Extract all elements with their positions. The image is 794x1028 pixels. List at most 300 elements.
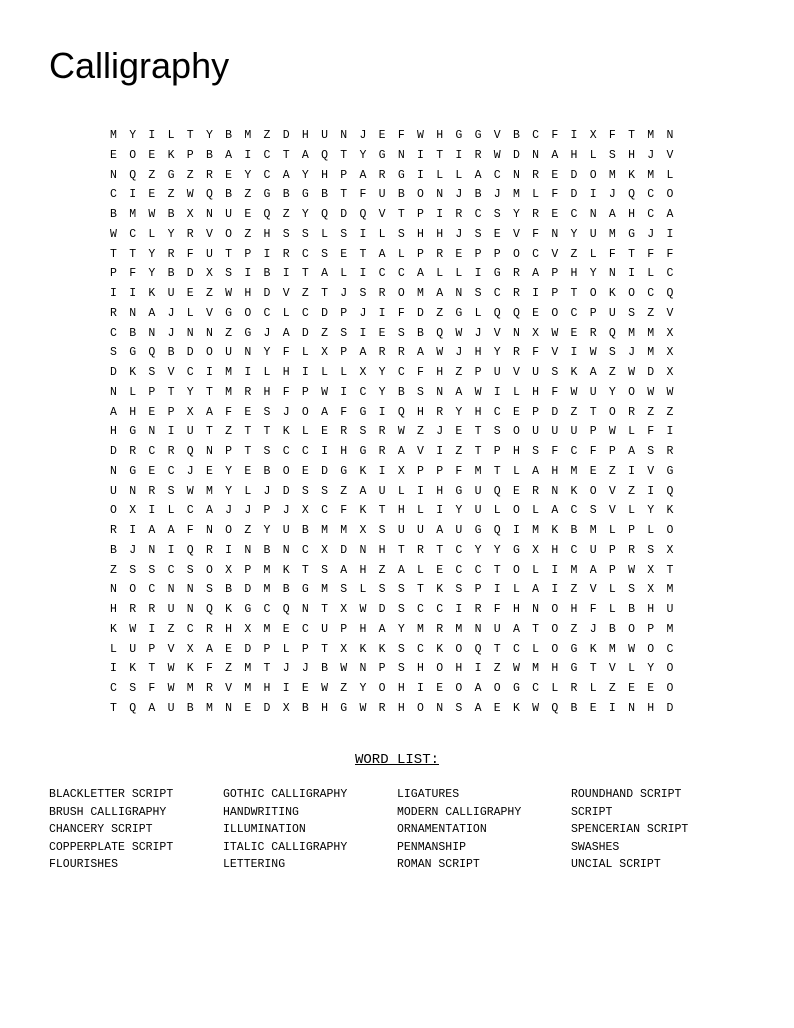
grid-letter: I xyxy=(167,425,175,439)
grid-letter: B xyxy=(225,188,233,202)
grid-letter: B xyxy=(167,208,175,221)
grid-letter: L xyxy=(282,306,290,320)
grid-letter: U xyxy=(167,287,175,300)
grid-letter: X xyxy=(129,504,137,518)
grid-letter: O xyxy=(628,287,635,300)
grid-letter: M xyxy=(263,583,271,597)
grid-letter: H xyxy=(244,287,252,300)
grid-letter: T xyxy=(474,445,482,458)
grid-letter: F xyxy=(532,227,540,241)
grid-letter: L xyxy=(589,682,597,695)
grid-letter: A xyxy=(436,524,444,537)
grid-letter: C xyxy=(110,188,117,202)
grid-letter: A xyxy=(359,168,367,182)
grid-letter: L xyxy=(263,366,271,379)
grid-letter: Q xyxy=(493,306,501,320)
grid-letter: Y xyxy=(455,504,463,518)
grid-letter: B xyxy=(186,701,194,715)
grid-letter: T xyxy=(186,129,194,142)
grid-letter: H xyxy=(647,603,655,616)
grid-letter: U xyxy=(532,425,540,439)
grid-letter: H xyxy=(436,227,444,241)
grid-letter: F xyxy=(647,247,655,261)
grid-letter: O xyxy=(551,642,559,656)
grid-letter: N xyxy=(148,543,156,557)
grid-row xyxy=(110,521,686,541)
grid-letter: H xyxy=(417,662,424,676)
grid-letter: X xyxy=(359,524,367,537)
word-list-item: ORNAMENTATION xyxy=(397,823,487,836)
grid-letter: I xyxy=(436,445,444,458)
grid-letter: K xyxy=(129,662,137,676)
grid-letter: E xyxy=(321,425,328,439)
grid-letter: T xyxy=(129,247,137,261)
grid-letter: L xyxy=(167,129,175,142)
grid-letter: S xyxy=(455,701,463,715)
grid-letter: G xyxy=(301,583,309,597)
grid-letter: H xyxy=(282,366,290,379)
grid-letter: Q xyxy=(205,603,213,616)
grid-letter: L xyxy=(417,563,424,577)
grid-letter: Z xyxy=(570,622,578,636)
grid-letter: S xyxy=(205,583,213,597)
grid-letter: F xyxy=(282,346,290,360)
grid-letter: G xyxy=(301,188,309,202)
grid-letter: A xyxy=(532,464,540,478)
grid-letter: P xyxy=(532,405,540,419)
grid-letter: F xyxy=(282,385,290,399)
grid-letter: G xyxy=(570,662,578,676)
grid-letter: A xyxy=(551,504,559,518)
grid-row xyxy=(110,205,686,225)
grid-letter: N xyxy=(532,148,540,162)
word-list-item: SWASHES xyxy=(571,840,620,854)
grid-row xyxy=(110,383,686,403)
grid-letter: L xyxy=(397,484,405,498)
grid-letter: Z xyxy=(301,287,309,300)
grid-letter: B xyxy=(282,583,290,597)
grid-letter: F xyxy=(647,425,655,439)
grid-letter: N xyxy=(359,543,367,557)
grid-letter: T xyxy=(340,188,348,202)
grid-letter: T xyxy=(110,247,117,261)
grid-letter: O xyxy=(628,622,635,636)
grid-letter: U xyxy=(321,622,328,636)
grid-letter: T xyxy=(397,208,405,221)
grid-letter: O xyxy=(205,346,213,360)
grid-letter: M xyxy=(455,622,463,636)
grid-letter: D xyxy=(110,366,117,379)
grid-letter: A xyxy=(474,682,482,695)
grid-letter: C xyxy=(378,267,386,281)
grid-letter: T xyxy=(282,148,290,162)
grid-letter: C xyxy=(263,603,271,616)
grid-letter: H xyxy=(359,563,367,577)
grid-letter: O xyxy=(589,168,597,182)
grid-letter: D xyxy=(282,129,290,142)
grid-letter: H xyxy=(263,682,271,695)
grid-letter: A xyxy=(532,583,540,597)
grid-letter: N xyxy=(436,701,444,715)
grid-letter: Y xyxy=(493,346,501,360)
grid-row xyxy=(110,482,686,502)
grid-letter: A xyxy=(205,642,213,656)
grid-letter: C xyxy=(570,543,578,557)
grid-letter: E xyxy=(205,464,213,478)
grid-letter: M xyxy=(340,524,348,537)
grid-letter: I xyxy=(244,366,252,379)
grid-letter: R xyxy=(167,445,175,458)
grid-letter: Y xyxy=(186,385,194,399)
grid-letter: V xyxy=(167,642,175,656)
grid-letter: V xyxy=(205,227,213,241)
grid-row xyxy=(110,245,686,265)
grid-letter: A xyxy=(340,563,348,577)
grid-letter: J xyxy=(282,504,290,518)
grid-letter: L xyxy=(436,267,444,281)
grid-letter: Z xyxy=(570,405,578,419)
grid-letter: R xyxy=(205,543,213,557)
grid-letter: F xyxy=(551,188,559,202)
grid-letter: L xyxy=(301,346,309,360)
grid-letter: E xyxy=(148,148,156,162)
grid-letter: C xyxy=(417,603,424,616)
grid-letter: O xyxy=(512,563,520,577)
grid-letter: Y xyxy=(301,168,309,182)
grid-letter: V xyxy=(417,445,424,458)
grid-letter: F xyxy=(493,603,501,616)
grid-letter: P xyxy=(167,405,175,419)
grid-letter: I xyxy=(244,148,252,162)
grid-letter: I xyxy=(455,148,463,162)
grid-letter: F xyxy=(551,445,559,458)
grid-letter: O xyxy=(129,148,137,162)
grid-letter: Z xyxy=(110,563,117,577)
grid-letter: T xyxy=(244,425,252,439)
grid-letter: B xyxy=(570,701,578,715)
grid-letter: O xyxy=(129,583,137,597)
grid-letter: X xyxy=(666,543,674,557)
grid-letter: B xyxy=(110,208,117,221)
grid-letter: A xyxy=(417,346,424,360)
grid-letter: L xyxy=(397,247,405,261)
grid-letter: D xyxy=(666,701,674,715)
grid-letter: S xyxy=(589,504,597,518)
grid-letter: G xyxy=(570,642,578,656)
grid-letter: Q xyxy=(474,642,482,656)
grid-letter: L xyxy=(301,425,309,439)
grid-letter: Z xyxy=(455,366,463,379)
grid-letter: J xyxy=(455,346,463,360)
grid-letter: F xyxy=(225,405,233,419)
grid-letter: J xyxy=(493,188,501,202)
grid-letter: H xyxy=(628,208,635,221)
grid-letter: B xyxy=(263,464,271,478)
grid-letter: B xyxy=(282,188,290,202)
grid-letter: U xyxy=(570,425,578,439)
grid-letter: Y xyxy=(301,208,309,221)
grid-letter: E xyxy=(378,326,386,340)
grid-letter: P xyxy=(608,563,616,577)
grid-letter: S xyxy=(263,405,271,419)
grid-letter: O xyxy=(436,662,444,676)
grid-letter: C xyxy=(474,208,482,221)
grid-letter: U xyxy=(225,208,233,221)
grid-letter: U xyxy=(378,188,386,202)
grid-letter: A xyxy=(474,168,482,182)
grid-letter: U xyxy=(282,524,290,537)
grid-letter: S xyxy=(455,583,463,597)
grid-letter: E xyxy=(148,188,156,202)
grid-letter: W xyxy=(186,188,194,202)
grid-letter: F xyxy=(129,267,137,281)
grid-letter: G xyxy=(666,464,674,478)
grid-letter: U xyxy=(474,504,482,518)
grid-letter: S xyxy=(397,583,405,597)
grid-letter: C xyxy=(129,227,137,241)
grid-letter: K xyxy=(570,366,578,379)
grid-letter: M xyxy=(205,701,213,715)
grid-letter: L xyxy=(608,583,616,597)
grid-letter: C xyxy=(263,306,271,320)
grid-letter: Y xyxy=(589,267,597,281)
grid-letter: Z xyxy=(628,484,635,498)
grid-letter: L xyxy=(282,642,290,656)
grid-letter: E xyxy=(551,168,559,182)
grid-letter: Z xyxy=(225,425,233,439)
grid-letter: R xyxy=(474,603,482,616)
grid-letter: C xyxy=(474,563,482,577)
grid-letter: O xyxy=(512,425,520,439)
grid-letter: T xyxy=(493,563,501,577)
grid-letter: Z xyxy=(666,405,674,419)
grid-letter: Y xyxy=(455,405,463,419)
grid-letter: Z xyxy=(186,168,194,182)
grid-letter: U xyxy=(589,385,597,399)
grid-letter: S xyxy=(378,583,386,597)
grid-row xyxy=(110,620,686,640)
grid-letter: I xyxy=(666,425,674,439)
grid-letter: E xyxy=(493,701,501,715)
grid-letter: N xyxy=(359,662,367,676)
grid-letter: K xyxy=(512,701,520,715)
grid-letter: L xyxy=(647,267,655,281)
grid-letter: N xyxy=(186,603,194,616)
grid-letter: C xyxy=(321,504,328,518)
grid-letter: Q xyxy=(148,346,156,360)
grid-letter: H xyxy=(225,622,233,636)
grid-letter: R xyxy=(340,425,348,439)
grid-letter: S xyxy=(340,326,348,340)
grid-letter: X xyxy=(186,405,194,419)
grid-letter: G xyxy=(167,168,175,182)
grid-letter: J xyxy=(608,188,616,202)
grid-letter: X xyxy=(225,563,233,577)
grid-letter: I xyxy=(167,543,175,557)
grid-letter: Q xyxy=(551,701,559,715)
grid-letter: W xyxy=(666,385,674,399)
grid-letter: J xyxy=(263,484,271,498)
grid-letter: I xyxy=(340,385,348,399)
grid-letter: J xyxy=(589,622,597,636)
grid-row xyxy=(110,541,686,561)
grid-letter: M xyxy=(647,346,655,360)
grid-letter: T xyxy=(148,662,156,676)
grid-letter: W xyxy=(186,484,194,498)
grid-letter: K xyxy=(570,484,578,498)
grid-letter: H xyxy=(436,129,444,142)
grid-letter: M xyxy=(666,583,674,597)
grid-letter: S xyxy=(378,524,386,537)
grid-letter: Y xyxy=(167,227,175,241)
grid-letter: A xyxy=(167,524,175,537)
grid-letter: L xyxy=(244,484,252,498)
grid-letter: I xyxy=(282,267,290,281)
grid-letter: W xyxy=(110,227,117,241)
grid-letter: R xyxy=(129,445,137,458)
grid-letter: I xyxy=(282,682,290,695)
grid-letter: C xyxy=(301,247,309,261)
grid-letter: H xyxy=(551,464,559,478)
grid-letter: R xyxy=(512,346,520,360)
grid-letter: I xyxy=(551,583,559,597)
grid-letter: T xyxy=(321,603,328,616)
grid-letter: V xyxy=(493,326,501,340)
grid-letter: O xyxy=(417,701,424,715)
grid-letter: Y xyxy=(570,227,578,241)
grid-letter: A xyxy=(608,208,616,221)
grid-letter: R xyxy=(628,543,635,557)
grid-letter: A xyxy=(417,267,424,281)
grid-letter: Y xyxy=(359,148,367,162)
grid-letter: L xyxy=(129,385,137,399)
grid-letter: Y xyxy=(378,366,386,379)
grid-letter: K xyxy=(551,524,559,537)
grid-letter: C xyxy=(570,504,578,518)
grid-letter: S xyxy=(148,366,156,379)
grid-row xyxy=(110,284,686,304)
grid-letter: Y xyxy=(397,622,405,636)
grid-letter: K xyxy=(167,148,175,162)
grid-letter: Y xyxy=(148,267,156,281)
grid-letter: B xyxy=(263,267,271,281)
grid-letter: L xyxy=(532,188,540,202)
grid-letter: R xyxy=(512,267,520,281)
grid-letter: O xyxy=(225,227,233,241)
grid-letter: R xyxy=(244,385,252,399)
grid-letter: G xyxy=(263,188,271,202)
grid-letter: B xyxy=(301,524,309,537)
grid-letter: S xyxy=(532,445,540,458)
grid-letter: N xyxy=(666,129,674,142)
grid-letter: C xyxy=(186,622,194,636)
grid-letter: R xyxy=(205,682,213,695)
grid-letter: Z xyxy=(263,129,271,142)
grid-letter: V xyxy=(608,484,616,498)
grid-letter: P xyxy=(551,287,559,300)
grid-letter: S xyxy=(647,543,655,557)
grid-letter: D xyxy=(186,346,194,360)
grid-letter: P xyxy=(474,247,482,261)
grid-letter: T xyxy=(340,148,348,162)
grid-letter: G xyxy=(474,524,482,537)
grid-letter: O xyxy=(417,188,424,202)
grid-row xyxy=(110,225,686,245)
grid-letter: C xyxy=(436,603,444,616)
grid-letter: H xyxy=(340,445,348,458)
grid-letter: H xyxy=(474,346,482,360)
grid-letter: I xyxy=(589,188,597,202)
grid-letter: L xyxy=(532,642,540,656)
grid-letter: C xyxy=(512,642,520,656)
grid-letter: J xyxy=(455,188,463,202)
grid-letter: H xyxy=(532,385,540,399)
grid-letter: W xyxy=(570,385,578,399)
grid-letter: O xyxy=(666,682,674,695)
grid-letter: P xyxy=(589,306,597,320)
grid-letter: L xyxy=(417,504,424,518)
grid-letter: L xyxy=(551,682,559,695)
grid-letter: B xyxy=(397,188,405,202)
grid-letter: J xyxy=(167,306,175,320)
grid-letter: Z xyxy=(608,682,616,695)
grid-letter: U xyxy=(110,484,117,498)
grid-letter: M xyxy=(512,188,520,202)
grid-letter: A xyxy=(512,622,520,636)
grid-letter: J xyxy=(474,326,482,340)
grid-letter: N xyxy=(628,701,635,715)
grid-letter: P xyxy=(647,622,655,636)
grid-letter: N xyxy=(397,148,405,162)
grid-letter: H xyxy=(110,425,117,439)
grid-letter: N xyxy=(455,287,463,300)
grid-letter: Y xyxy=(244,168,252,182)
grid-letter: L xyxy=(167,504,175,518)
grid-letter: C xyxy=(110,326,117,340)
grid-letter: P xyxy=(263,504,271,518)
grid-letter: H xyxy=(455,662,463,676)
grid-letter: Q xyxy=(436,326,444,340)
grid-letter: S xyxy=(647,445,655,458)
grid-letter: E xyxy=(512,484,520,498)
grid-letter: V xyxy=(512,366,520,379)
grid-letter: M xyxy=(244,682,252,695)
grid-letter: S xyxy=(129,682,137,695)
grid-letter: P xyxy=(417,208,424,221)
grid-letter: C xyxy=(570,208,578,221)
grid-letter: S xyxy=(167,484,175,498)
grid-letter: R xyxy=(512,287,520,300)
grid-letter: J xyxy=(359,306,367,320)
grid-row xyxy=(110,600,686,620)
grid-letter: S xyxy=(551,366,559,379)
grid-letter: T xyxy=(436,543,444,557)
grid-letter: D xyxy=(282,484,290,498)
grid-letter: W xyxy=(589,346,597,360)
grid-letter: I xyxy=(263,247,271,261)
grid-letter: G xyxy=(455,129,463,142)
grid-letter: O xyxy=(225,524,233,537)
grid-letter: V xyxy=(666,306,674,320)
grid-letter: U xyxy=(493,366,501,379)
grid-letter: I xyxy=(321,445,328,458)
grid-letter: I xyxy=(628,267,635,281)
grid-letter: T xyxy=(628,247,635,261)
word-list-item: ROMAN SCRIPT xyxy=(397,858,480,871)
grid-letter: P xyxy=(417,247,424,261)
grid-letter: X xyxy=(340,642,348,656)
word-list-item: ROUNDHAND SCRIPT xyxy=(571,788,682,801)
